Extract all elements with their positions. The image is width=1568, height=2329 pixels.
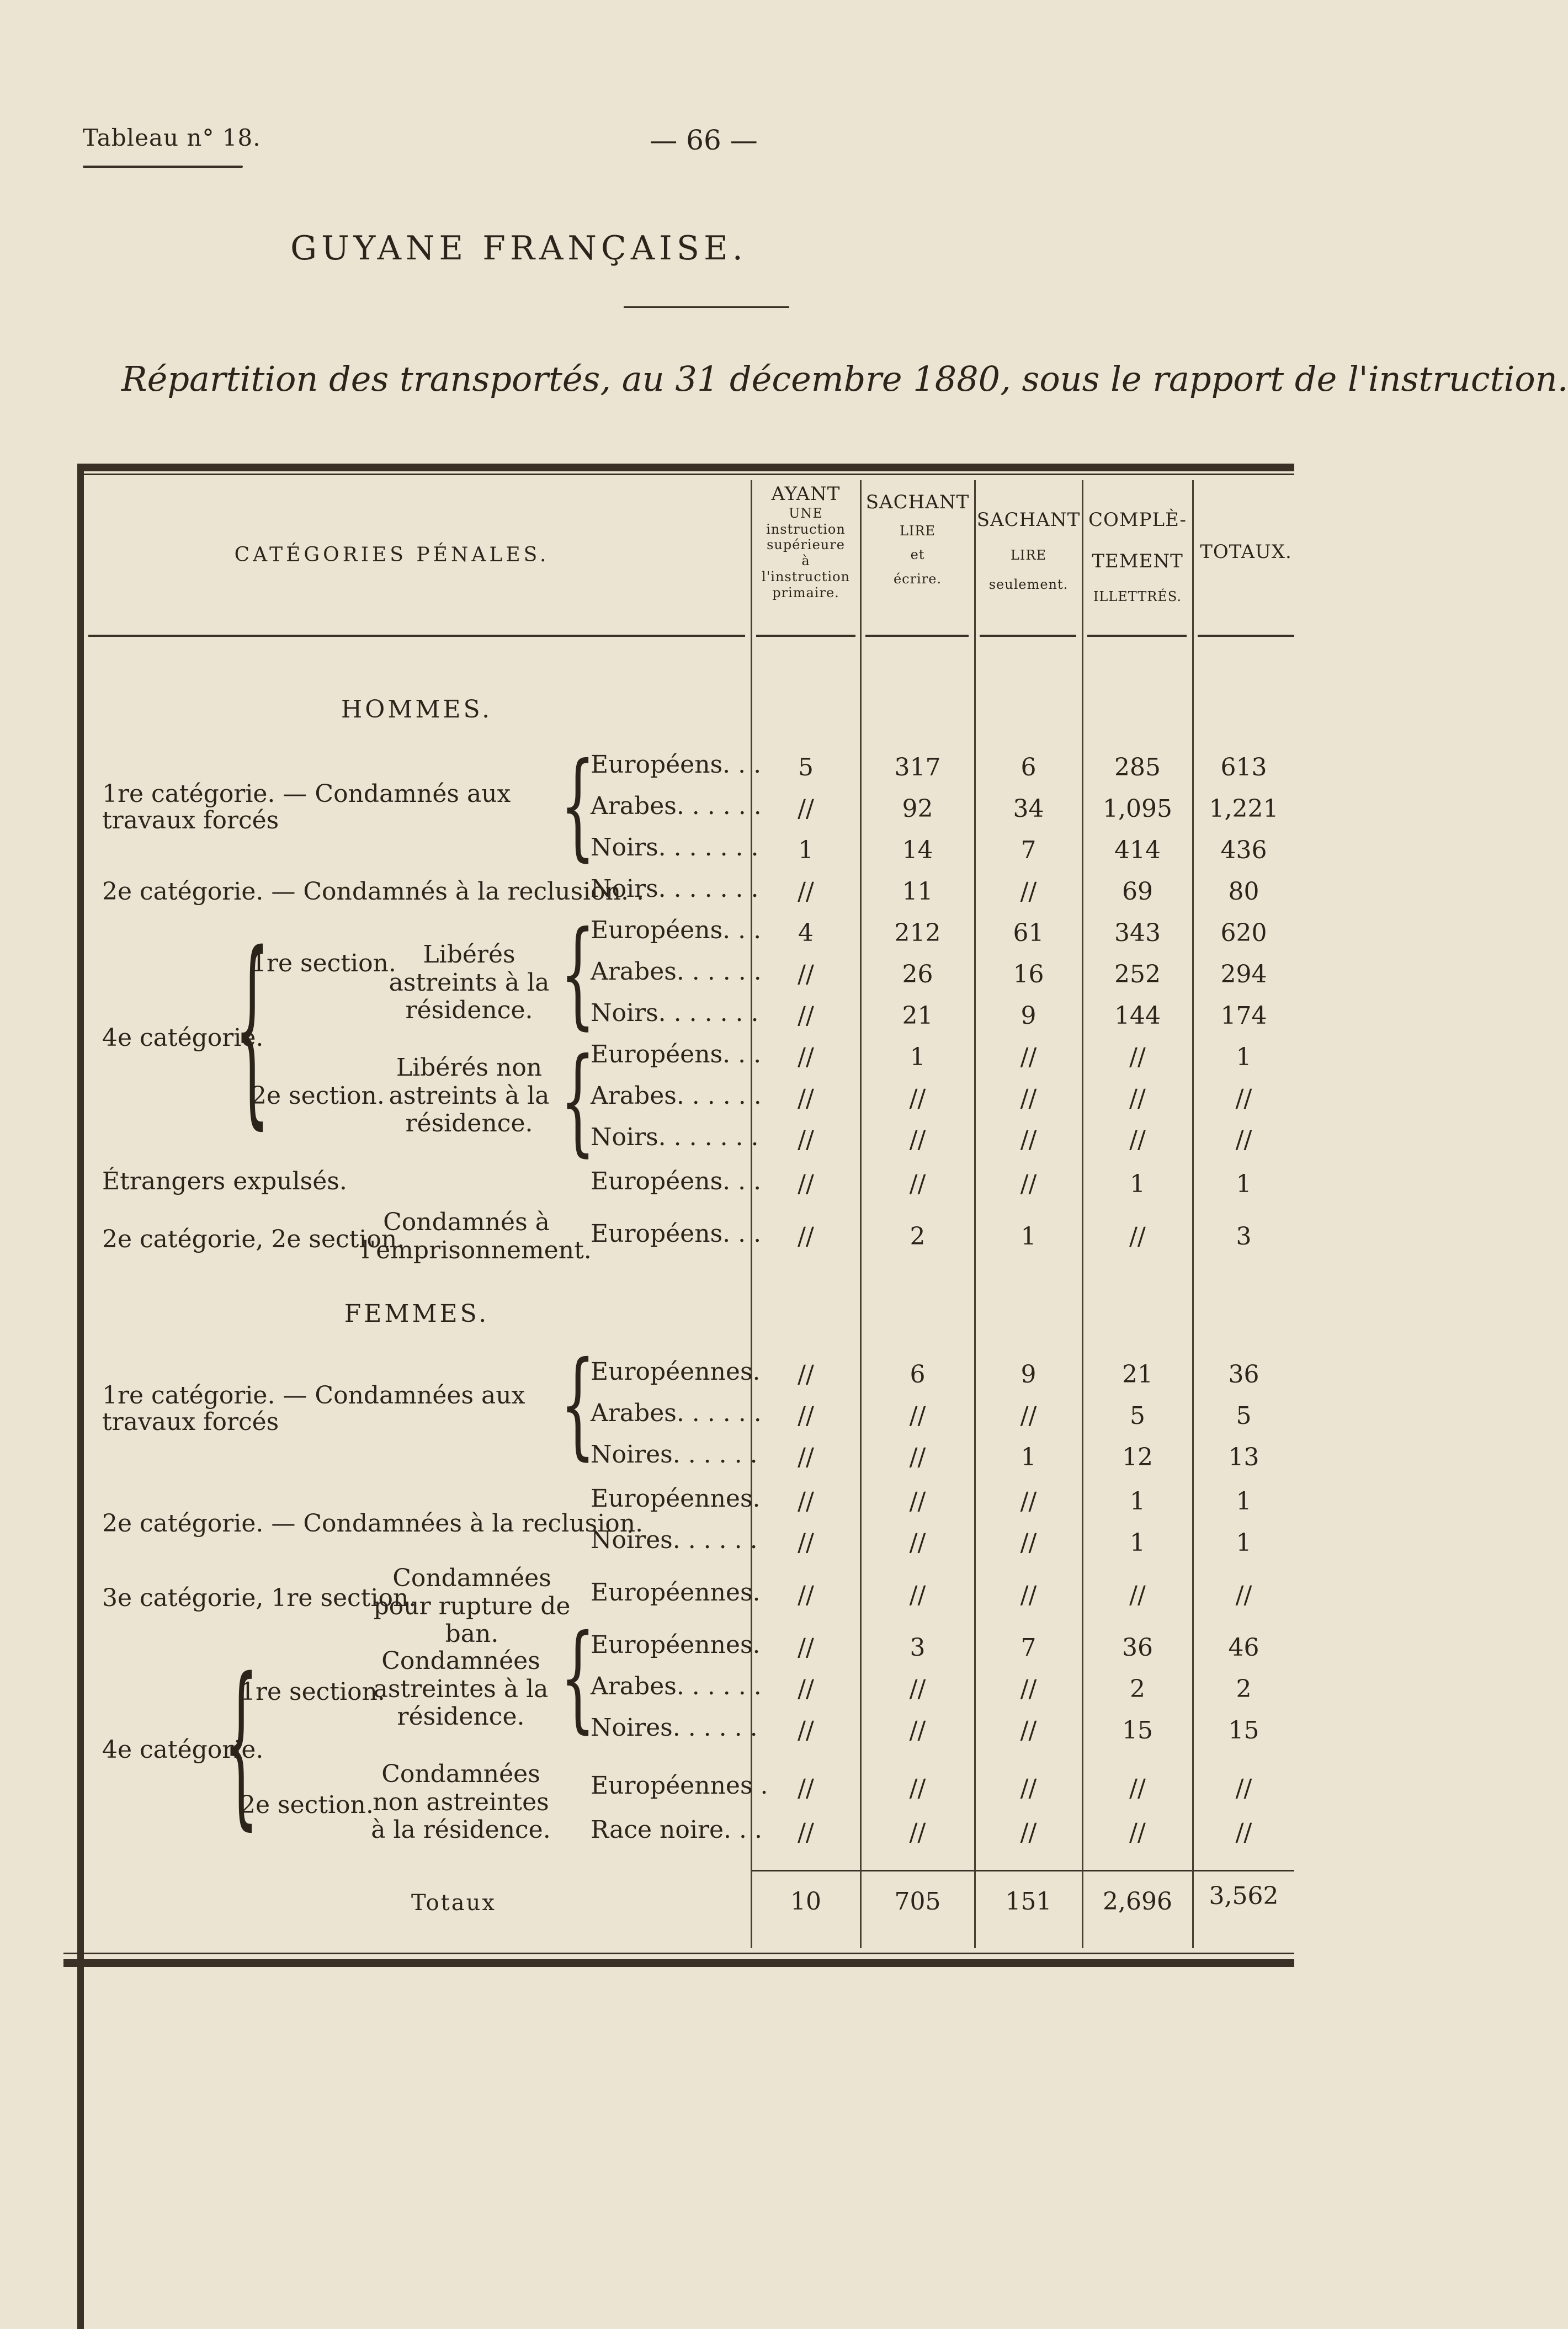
- cell-instruction-sup: //: [798, 1487, 814, 1516]
- cell-lire-seulement: 7: [1020, 836, 1037, 864]
- header-underline: [88, 635, 745, 637]
- cell-lire-seulement: 16: [1013, 960, 1044, 988]
- row-origin: Race noire. . .: [591, 1816, 762, 1844]
- row-origin: Arabes. . . . . .: [591, 1672, 762, 1700]
- header-underline-c3: [980, 635, 1076, 637]
- cell-total: //: [1235, 1084, 1252, 1113]
- cell-lire-seulement: 34: [1013, 795, 1044, 823]
- label-h-cat1: 1re catégorie. — Condamnés aux travaux forcés: [102, 780, 511, 835]
- table-bottom-border: [63, 1959, 1294, 1967]
- brace: {: [235, 908, 270, 1148]
- col-header-lire-ecrire: SACHANT LIRE et écrire.: [865, 491, 970, 587]
- label-f-cat4-s1-desc: Condamnées astreintes à la résidence.: [373, 1647, 549, 1731]
- row-origin: Européens. . .: [591, 1167, 762, 1195]
- totals-rule: [1193, 1870, 1294, 1871]
- table-bottom-border-thin: [63, 1953, 1294, 1954]
- cell-illettres: 1,095: [1103, 795, 1172, 823]
- cell-lire-seulement: //: [1020, 1084, 1037, 1113]
- row-origin: Européennes.: [591, 1631, 761, 1659]
- label-f-cat4: 4e catégorie.: [102, 1736, 264, 1764]
- table-number: Tableau n° 18.: [83, 124, 261, 151]
- cell-instruction-sup: //: [798, 960, 814, 988]
- cell-instruction-sup: //: [798, 1774, 814, 1802]
- cell-total: 46: [1228, 1634, 1259, 1662]
- header-underline-c2: [865, 635, 969, 637]
- cell-lire-ecrire: //: [909, 1675, 926, 1703]
- cell-total: 15: [1228, 1716, 1259, 1745]
- cell-total: 13: [1228, 1443, 1259, 1471]
- subtitle: Répartition des transportés, au 31 décembre 1880, sous le rapport de l'instruction.: [121, 359, 1568, 399]
- label-h-cat4: 4e catégorie.: [102, 1024, 264, 1052]
- brace: {: [560, 737, 596, 873]
- cell-lire-seulement: 9: [1020, 1002, 1037, 1030]
- cell-total: 1: [1236, 1043, 1252, 1071]
- cell-lire-seulement: 6: [1020, 753, 1037, 781]
- cell-total: //: [1235, 1581, 1252, 1609]
- row-origin: Européennes.: [591, 1578, 761, 1607]
- cell-instruction-sup: //: [798, 1675, 814, 1703]
- col-header-illettres: COMPLÈ- TEMENT ILLETTRÉS.: [1088, 509, 1187, 604]
- cell-lire-ecrire: 26: [902, 960, 933, 988]
- cell-lire-ecrire: 6: [910, 1360, 926, 1389]
- total-instruction-sup: 10: [790, 1887, 821, 1916]
- row-origin: Européens. . .: [591, 916, 762, 944]
- cell-lire-seulement: //: [1020, 878, 1037, 906]
- cell-lire-ecrire: //: [909, 1774, 926, 1802]
- cell-lire-seulement: 1: [1020, 1443, 1037, 1471]
- cell-lire-seulement: 9: [1020, 1360, 1037, 1389]
- row-origin: Européens. . .: [591, 751, 762, 779]
- row-origin: Arabes. . . . . .: [591, 958, 762, 986]
- cell-illettres: 414: [1114, 836, 1161, 864]
- label-h-cat2-s2-desc: Condamnés à l'emprisonnement.: [362, 1208, 592, 1264]
- cell-illettres: //: [1129, 1222, 1146, 1251]
- cell-illettres: 15: [1122, 1716, 1153, 1745]
- cell-lire-ecrire: 14: [902, 836, 933, 864]
- header-underline-c1: [756, 635, 855, 637]
- cell-total: 5: [1236, 1402, 1252, 1430]
- cell-total: 436: [1220, 836, 1267, 864]
- cell-lire-ecrire: //: [909, 1084, 926, 1113]
- cell-lire-ecrire: 3: [910, 1634, 926, 1662]
- cell-lire-seulement: //: [1020, 1818, 1037, 1847]
- cell-lire-ecrire: //: [909, 1818, 926, 1847]
- cell-illettres: 36: [1122, 1634, 1153, 1662]
- totals-rule: [861, 1870, 974, 1871]
- cell-instruction-sup: //: [798, 1126, 814, 1154]
- label-h-cat4-s1: 1re section.: [251, 949, 396, 977]
- row-origin: Noirs. . . . . . .: [591, 1123, 759, 1151]
- cell-instruction-sup: 5: [798, 753, 814, 781]
- cell-illettres: 12: [1122, 1443, 1153, 1471]
- row-origin: Européens. . .: [591, 1220, 762, 1248]
- section-femmes: FEMMES.: [344, 1300, 490, 1328]
- cell-illettres: //: [1129, 1043, 1146, 1071]
- cell-instruction-sup: 4: [798, 919, 814, 947]
- label-h-cat2: 2e catégorie. — Condamnés à la reclusion. .: [102, 878, 645, 906]
- cell-instruction-sup: //: [798, 1222, 814, 1251]
- cell-lire-seulement: 7: [1020, 1634, 1037, 1662]
- col-header-categories: CATÉGORIES PÉNALES.: [234, 544, 550, 566]
- cell-illettres: 1: [1130, 1170, 1145, 1198]
- table-left-border: [77, 464, 84, 2329]
- total-lire-seulement: 151: [1005, 1887, 1052, 1916]
- totals-label: Totaux: [411, 1890, 496, 1916]
- cell-lire-seulement: //: [1020, 1402, 1037, 1430]
- label-f-cat4-s1: 1re section.: [240, 1678, 385, 1706]
- row-origin: Arabes. . . . . .: [591, 1399, 762, 1427]
- total-general: 3,562: [1209, 1882, 1279, 1910]
- cell-lire-ecrire: //: [909, 1443, 926, 1471]
- cell-instruction-sup: //: [798, 878, 814, 906]
- row-origin: Noires. . . . . .: [591, 1526, 758, 1554]
- cell-instruction-sup: //: [798, 1084, 814, 1113]
- row-origin: Noires. . . . . .: [591, 1440, 758, 1469]
- cell-total: 1: [1236, 1529, 1252, 1557]
- cell-total: 613: [1220, 753, 1267, 781]
- cell-total: //: [1235, 1126, 1252, 1154]
- cell-lire-ecrire: //: [909, 1487, 926, 1516]
- cell-lire-ecrire: 92: [902, 795, 933, 823]
- cell-illettres: 252: [1114, 960, 1161, 988]
- cell-lire-seulement: //: [1020, 1170, 1037, 1198]
- cell-lire-seulement: 1: [1020, 1222, 1037, 1251]
- totals-rule: [1083, 1870, 1192, 1871]
- table-top-border: [77, 464, 1294, 471]
- label-h-cat4-s2-desc: Libérés non astreints à la résidence.: [389, 1054, 550, 1138]
- header-rule: [83, 166, 243, 168]
- cell-lire-ecrire: 11: [902, 878, 933, 906]
- header-underline-c4: [1087, 635, 1187, 637]
- row-origin: Noires. . . . . .: [591, 1714, 758, 1742]
- col-header-lire-seulement: SACHANT LIRE seulement.: [976, 509, 1081, 592]
- brace: {: [224, 1640, 259, 1847]
- cell-lire-ecrire: //: [909, 1402, 926, 1430]
- cell-lire-ecrire: 1: [910, 1043, 926, 1071]
- cell-illettres: //: [1129, 1774, 1146, 1802]
- total-lire-ecrire: 705: [894, 1887, 941, 1916]
- row-origin: Noirs. . . . . . .: [591, 833, 759, 862]
- cell-lire-ecrire: 21: [902, 1002, 933, 1030]
- cell-total: 1: [1236, 1170, 1252, 1198]
- cell-total: 294: [1220, 960, 1267, 988]
- cell-lire-ecrire: 2: [910, 1222, 926, 1251]
- cell-illettres: 21: [1122, 1360, 1153, 1389]
- cell-lire-seulement: //: [1020, 1581, 1037, 1609]
- cell-total: 620: [1220, 919, 1267, 947]
- label-f-cat1: 1re catégorie. — Condamnées aux travaux forcés: [102, 1381, 525, 1437]
- col-header-instruction-sup: AYANT UNE instruction supérieure à l'instruction primaire.: [762, 483, 850, 600]
- label-f-cat3: 3e catégorie, 1re section.: [102, 1584, 417, 1612]
- label-h-cat4-s1-desc: Libérés astreints à la résidence.: [389, 940, 550, 1025]
- cell-illettres: 1: [1130, 1529, 1145, 1557]
- brace: {: [560, 1033, 596, 1168]
- totals-rule: [752, 1870, 860, 1871]
- cell-total: 2: [1236, 1675, 1252, 1703]
- cell-lire-seulement: //: [1020, 1774, 1037, 1802]
- row-origin: Européennes.: [591, 1485, 761, 1513]
- label-h-cat4-s2: 2e section.: [251, 1082, 385, 1110]
- cell-lire-seulement: //: [1020, 1126, 1037, 1154]
- cell-lire-ecrire: //: [909, 1126, 926, 1154]
- section-hommes: HOMMES.: [341, 695, 493, 724]
- cell-instruction-sup: //: [798, 1170, 814, 1198]
- cell-lire-ecrire: 317: [894, 753, 941, 781]
- cell-illettres: 285: [1114, 753, 1161, 781]
- row-origin: Européennes .: [591, 1772, 768, 1800]
- cell-illettres: //: [1129, 1581, 1146, 1609]
- label-etrangers: Étrangers expulsés.: [102, 1167, 347, 1195]
- cell-illettres: 5: [1130, 1402, 1145, 1430]
- brace: {: [560, 1336, 596, 1472]
- cell-illettres: //: [1129, 1818, 1146, 1847]
- row-origin: Noirs. . . . . . .: [591, 875, 759, 903]
- cell-illettres: 1: [1130, 1487, 1145, 1516]
- cell-illettres: //: [1129, 1084, 1146, 1113]
- total-illettres: 2,696: [1103, 1887, 1172, 1916]
- page-title: GUYANE FRANÇAISE.: [290, 229, 747, 268]
- cell-instruction-sup: //: [798, 1581, 814, 1609]
- page-number: — 66 —: [650, 124, 758, 156]
- cell-illettres: //: [1129, 1126, 1146, 1154]
- cell-instruction-sup: //: [798, 1529, 814, 1557]
- cell-lire-ecrire: 212: [894, 919, 941, 947]
- cell-illettres: 144: [1114, 1002, 1161, 1030]
- col-header-totaux: TOTAUX.: [1200, 541, 1292, 563]
- cell-instruction-sup: //: [798, 1360, 814, 1389]
- cell-instruction-sup: //: [798, 1818, 814, 1847]
- cell-instruction-sup: //: [798, 795, 814, 823]
- cell-instruction-sup: //: [798, 1443, 814, 1471]
- cell-lire-ecrire: //: [909, 1170, 926, 1198]
- cell-lire-seulement: //: [1020, 1716, 1037, 1745]
- cell-instruction-sup: //: [798, 1634, 814, 1662]
- cell-total: 3: [1236, 1222, 1252, 1251]
- cell-lire-seulement: //: [1020, 1675, 1037, 1703]
- cell-lire-seulement: //: [1020, 1043, 1037, 1071]
- cell-total: 36: [1228, 1360, 1259, 1389]
- cell-lire-seulement: //: [1020, 1529, 1037, 1557]
- cell-illettres: 343: [1114, 919, 1161, 947]
- label-h-cat2-s2: 2e catégorie, 2e section.: [102, 1225, 405, 1253]
- brace: {: [560, 906, 596, 1041]
- cell-instruction-sup: 1: [798, 836, 814, 864]
- label-f-cat2: 2e catégorie. — Condamnées à la reclusion.: [102, 1509, 644, 1538]
- header-underline-c5: [1198, 635, 1294, 637]
- cell-total: //: [1235, 1818, 1252, 1847]
- row-origin: Européennes.: [591, 1358, 761, 1386]
- cell-total: 80: [1228, 878, 1259, 906]
- cell-instruction-sup: //: [798, 1716, 814, 1745]
- cell-instruction-sup: //: [798, 1002, 814, 1030]
- cell-total: 1: [1236, 1487, 1252, 1516]
- cell-instruction-sup: //: [798, 1043, 814, 1071]
- cell-illettres: 2: [1130, 1675, 1145, 1703]
- cell-lire-ecrire: //: [909, 1581, 926, 1609]
- totals-rule: [975, 1870, 1082, 1871]
- label-f-cat4-s2-desc: Condamnées non astreintes à la résidence.: [371, 1760, 551, 1844]
- row-origin: Arabes. . . . . .: [591, 1082, 762, 1110]
- cell-instruction-sup: //: [798, 1402, 814, 1430]
- brace: {: [560, 1609, 596, 1745]
- cell-lire-seulement: 61: [1013, 919, 1044, 947]
- cell-illettres: 69: [1122, 878, 1153, 906]
- cell-lire-seulement: //: [1020, 1487, 1037, 1516]
- cell-total: 1,221: [1209, 795, 1279, 823]
- label-f-cat4-s2: 2e section.: [240, 1791, 374, 1819]
- row-origin: Européens. . .: [591, 1040, 762, 1068]
- table-top-border-thin: [77, 474, 1294, 475]
- cell-total: 174: [1220, 1002, 1267, 1030]
- label-f-cat3-desc: Condamnées pour rupture de ban.: [373, 1564, 571, 1649]
- row-origin: Noirs. . . . . . .: [591, 999, 759, 1027]
- title-rule: [624, 306, 789, 308]
- cell-total: //: [1235, 1774, 1252, 1802]
- cell-lire-ecrire: //: [909, 1716, 926, 1745]
- row-origin: Arabes. . . . . .: [591, 792, 762, 820]
- cell-lire-ecrire: //: [909, 1529, 926, 1557]
